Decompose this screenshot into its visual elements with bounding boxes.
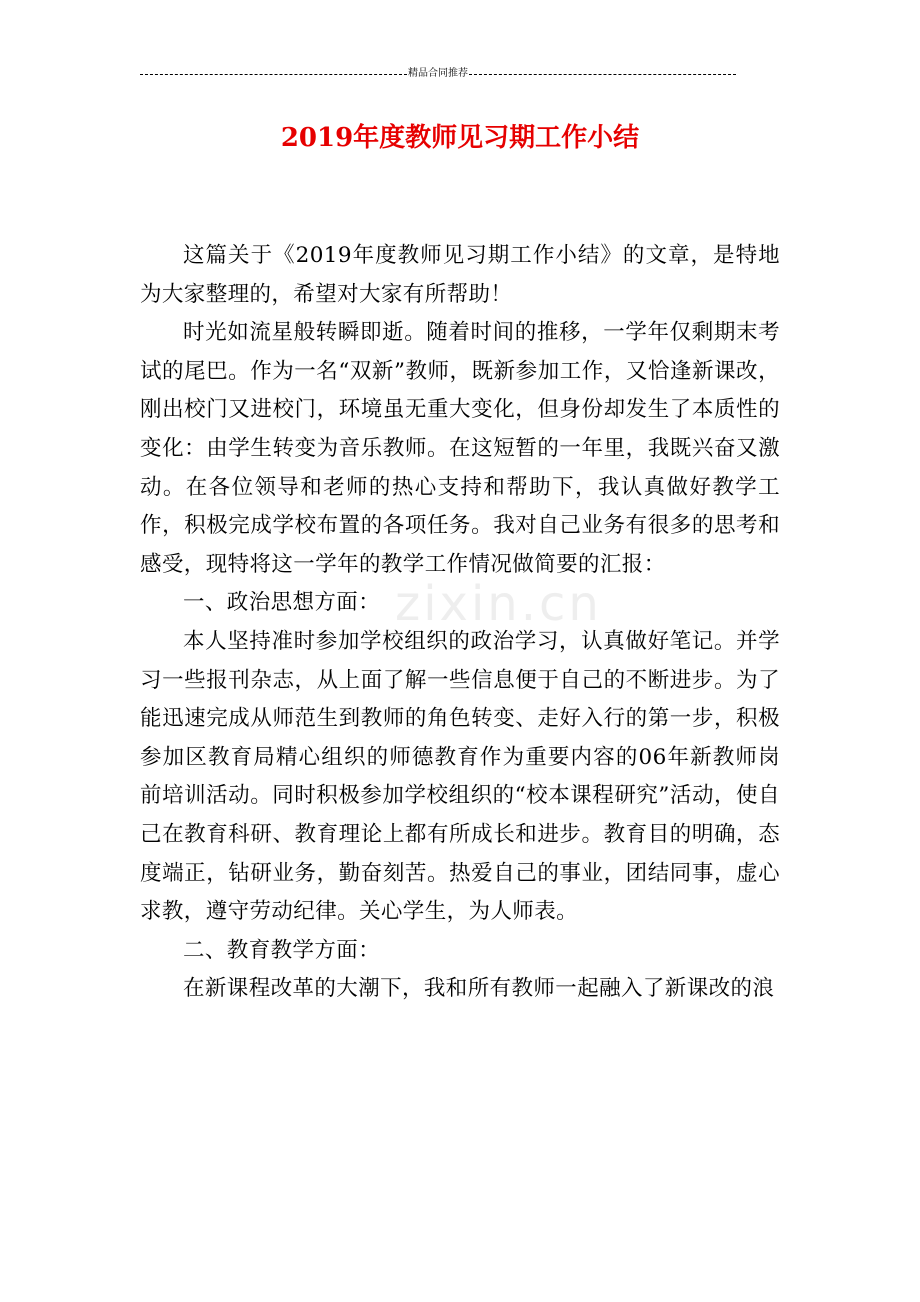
document-body (140, 237, 780, 1009)
document-title: 2019年度教师见习期工作小结 (280, 123, 640, 153)
header-dash-right (469, 74, 736, 75)
paragraph-politics: 本人坚持准时参加学校组织的政治学习，认真做好笔记。并学习一些报刊杂志，从上面了解一些信息便于自己的不断进步。为了能迅速完成从师范生到教师的角色转变、走好入行的第一步，积极参加区教育局精心组织的师德教育作为重要内容的06年新教师岗前培训活动。同时积极参加学校组织的“校本课程研究”活动，使自己在教育科研、教育理论上都有所成长和进步。教育目的明确，态度端正，钻研业务，勤奋刻苦。热爱自己的事业，团结同事，虚心求教，遵守劳动纪律。关心学生，为人师表。 (140, 628, 780, 925)
header-dash-left (140, 74, 407, 75)
section-heading-teaching: 二、教育教学方面： (183, 937, 381, 963)
section-heading-politics: 一、政治思想方面： (183, 590, 381, 616)
paragraph-teaching: 在新课程改革的大潮下，我和所有教师一起融入了新课改的浪 (183, 976, 775, 1002)
header-line (140, 66, 736, 82)
header-text: 精品合同推荐 (408, 68, 468, 79)
watermark: zixin.cn (395, 576, 602, 632)
paragraph-summary: 时光如流星般转瞬即逝。随着时间的推移，一学年仅剩期末考试的尾巴。作为一名“双新”教师，既新参加工作，又恰逢新课改，刚出校门又进校门，环境虽无重大变化，但身份却发生了本质性的变化：由学生转变为音乐教师。在这短暂的一年里，我既兴奋又激动。在各位领导和老师的热心支持和帮助下，我认真做好教学工作，积极完成学校布置的各项任务。我对自己业务有很多的思考和感受，现特将这一学年的教学工作情况做简要的汇报： (140, 320, 780, 577)
paragraph-intro: 这篇关于《2019年度教师见习期工作小结》的文章，是特地为大家整理的，希望对大家有所帮助！ (140, 243, 780, 307)
